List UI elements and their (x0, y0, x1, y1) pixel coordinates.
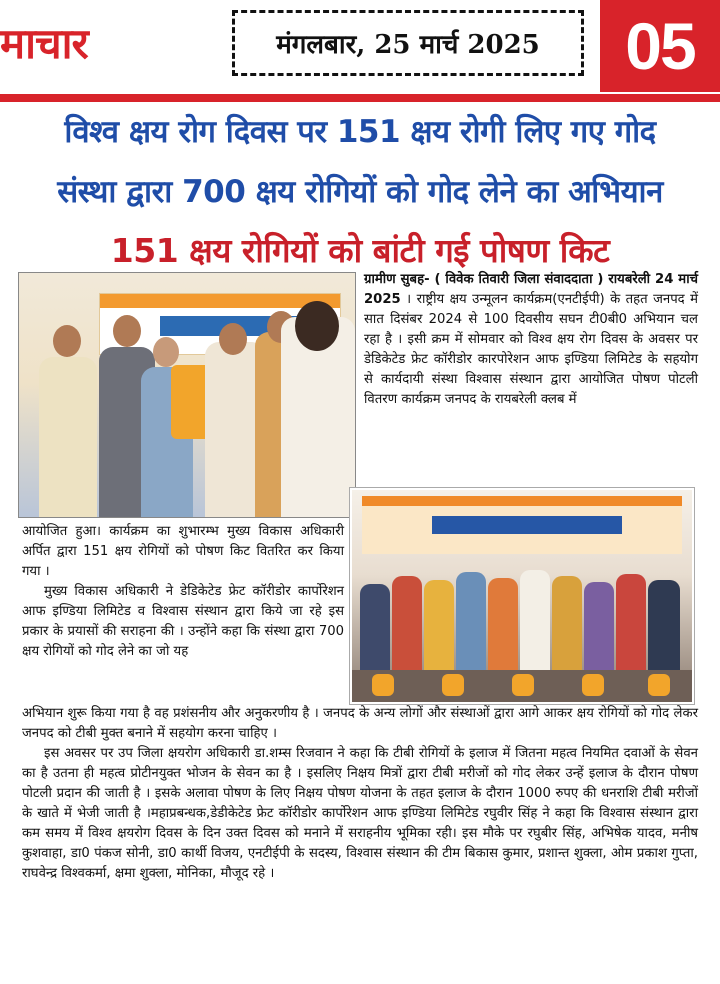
article-paragraph: अभियान शुरू किया गया है वह प्रशंसनीय और अनुकरणीय है । जनपद के अन्य लोगों और संस्थाओं द्वारा आगे आकर क्षय रोगियों को गोद लेकर जनपद को टीबी मुक्त बनाने में सहयोग करना चाहिए । (22, 706, 698, 741)
page-number: 05 (600, 0, 720, 92)
person-head (113, 315, 141, 347)
person-head (295, 301, 339, 351)
masthead-divider (0, 94, 720, 102)
article-paragraph: आयोजित हुआ। कार्यक्रम का शुभारम्भ मुख्य विकास अधिकारी अर्पित द्वारा 151 क्षय रोगियों को पोषण किट वितरित कर किया गया । (22, 524, 344, 579)
person-head (153, 337, 179, 367)
article-paragraph: इस अवसर पर उप जिला क्षयरोग अधिकारी डा.शम्स रिजवान ने कहा कि टीबी रोगियों के इलाज में जितना महत्व नियमित दवाओं के सेवन का है उतना ही महत्व प्रोटीनयुक्त भोजन के सेवन का है । इसलिए निक्षय मित्रों द्वारा टीबी मरीजों को गोद लेकर उन्हें इलाज के दौरान पोषण पोटली प्रदान की जाती है । इसके अलावा पोषण के लिए निक्षय पोषण योजना के तहत इलाज के दौरान 1000 रुपए की धनराशि टीबी मरीजों के खाते में भेजी जाती है ।महाप्रबन्धक,डेडीकेटेड फ्रेट कॉरीडोर कार्पोरेशन आफ इण्डिया लिमिटेड रघुवीर सिंह ने कहा कि विश्वास संस्थान द्वारा कम समय में विश्व क्षयरोग दिवस के दिन उक्त दिवस को मनाने में सराहनीय भूमिका रही। इस मौके पर रघुबीर सिंह, अभिषेक यादव, मनीष कुशवाहा, डा0 पंकज सोनी, डा0 कार्थी विजय, एनटीईपी के सदस्य, विश्वास संस्थान की टीम बिकास कुमार, प्रशान्त शुक्ला, ओम प्रकाश गुप्ता, राघवेन्द्र विश्वकर्मा, क्षमा शुक्ला, मोनिका, मौजूद रहे । (22, 746, 698, 881)
paper-name: माचार (0, 19, 88, 68)
article-intro-column (364, 270, 698, 410)
headline-secondary: संस्था द्वारा 700 क्षय रोगियों को गोद लेने का अभियान (57, 174, 663, 210)
byline: ग्रामीण सुबह- ( विवेक तिवारी जिला संवाददाता ) रायबरेली 24 मार्च 2025 (364, 272, 698, 307)
crowd (352, 562, 692, 672)
article-paragraph: मुख्य विकास अधिकारी ने डेडिकेटेड फ्रेट कॉरीडोर कार्पोरेशन आफ इण्डिया लिमिटेड व विश्वास संस्थान द्वारा किये जा रहे इस प्रकार के प्रयासों की सराहना की । उन्होंने कहा कि संस्था द्वारा 700 क्षय रोगियों को गोद लेने का जो यह (22, 584, 344, 659)
article-intro: । राष्ट्रीय क्षय उन्मूलन कार्यक्रम(एनटीईपी) के तहत जनपद में सात दिसंबर 2024 से 100 दिवसीय सघन टी0बी0 अभियान चल रहा है । इसी क्रम में सोमवार को विश्व क्षय रोग दिवस के अवसर पर डेडिकेटेड फ्रेट कॉरीडोर कारपोरेशन आफ इण्डिया लिमिटेड के सहयोग से कार्यदायी संस्था विश्वास संस्थान द्वारा आयोजित पोषण पोटली वितरण कार्यक्रम जनपद के रायबरेली क्लब में (364, 292, 698, 407)
event-photo-group (350, 488, 694, 704)
headline-main: विश्व क्षय रोग दिवस पर 151 क्षय रोगी लिए गए गोद (64, 114, 656, 150)
issue-date: मंगलबार, 25 मार्च 2025 (276, 30, 540, 60)
masthead-paper-name-area (0, 0, 210, 92)
event-banner (362, 496, 682, 554)
person-head (53, 325, 81, 357)
headline-tertiary: 151 क्षय रोगियों को बांटी गई पोषण किट (110, 231, 610, 270)
person-figure (39, 357, 97, 517)
article-full-width (22, 704, 698, 884)
date-box (232, 10, 584, 76)
person-head (219, 323, 247, 355)
event-photo-kit-handover (18, 272, 356, 518)
floor (352, 670, 692, 702)
article-left-column (22, 522, 344, 662)
